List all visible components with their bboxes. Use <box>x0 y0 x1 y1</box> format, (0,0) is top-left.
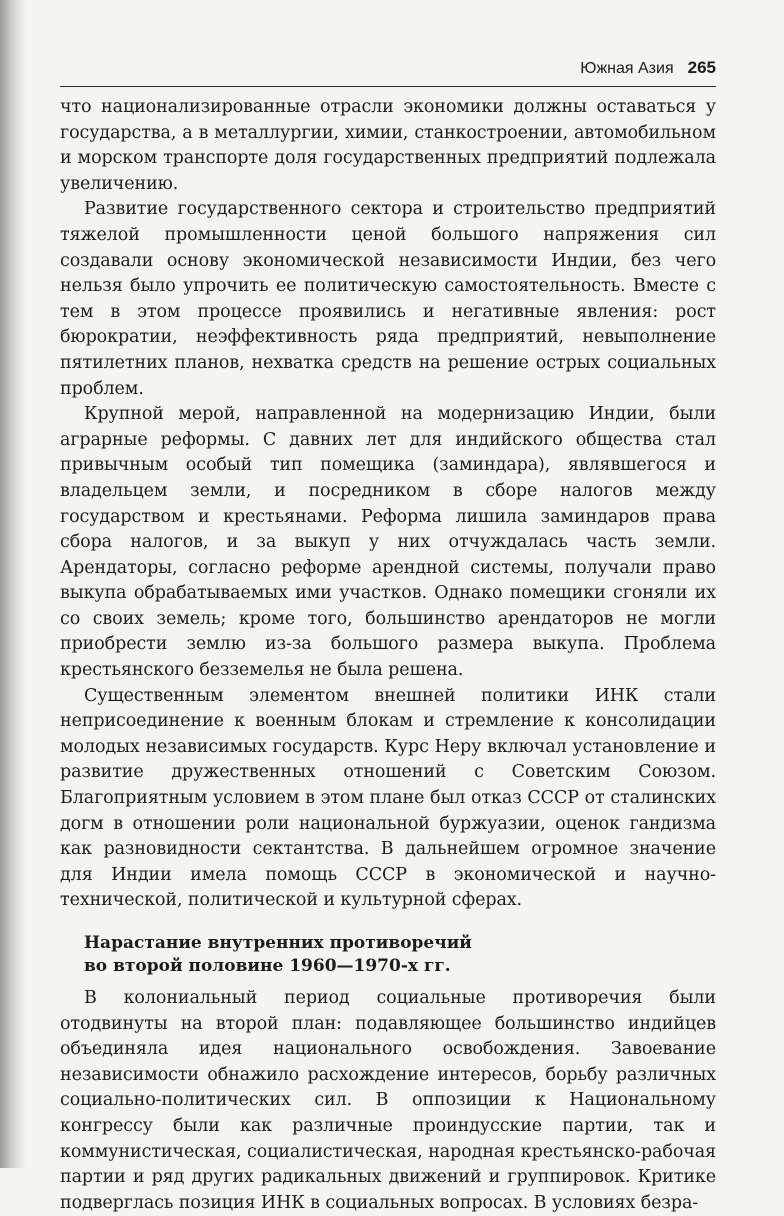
section-heading-line-1: Нарастание внутренних противоречий <box>84 933 472 953</box>
section-heading <box>60 932 716 978</box>
paragraph-internal-contradictions: В колониальный период социальные противоречия были отодвинуты на второй план: подавляющее большинство индийцев объединяла идея национального освобождения. Завоевание независимости обнажило расхождение интересов, борьбу различных социально-политических сил. В оппозиции к Национальному конгрессу были как различные проиндусские партии, так и коммунистическая, социалистическая, народная крестьянско-рабочая партии и ряд других радикальных движений и группировок. Критике подверглась позиция ИНК в социальных вопросах. В условиях безра- <box>60 988 716 1213</box>
paragraph-state-sector: Развитие государственного сектора и строительство предприятий тяжелой промышленности ценой большого напряжения сил создавали основу экономической независимости Индии, без чего нельзя было упрочить ее политическую самостоятельность. Вместе с тем в этом процессе проявились и негативные явления: рост бюрократии, неэффективность ряда предприятий, невыполнение пятилетних планов, нехватка средств на решение острых социальных проблем. <box>60 199 716 399</box>
page-gutter-shadow <box>0 0 26 1168</box>
paragraph-foreign-policy: Существенным элементом внешней политики ИНК стали неприсоединение к военным блокам и стремление к консолидации молодых независимых государств. Курс Неру включал установление и развитие дружественных отношений с Советским Союзом. Благоприятным условием в этом плане был отказ СССР от сталинских догм в отношении роли национальной буржуазии, оценок гандизма как разновидности сектантства. В дальнейшем огромное значение для Индии имела помощь СССР в экономической и научно-технической, политической и культурной сферах. <box>60 685 716 911</box>
paragraph-continuation: что национализированные отрасли экономики должны оставаться у государства, а в металлургии, химии, станкостроении, автомобильном и морском транспорте доля государственных предприятий подлежала увеличению. <box>60 97 716 194</box>
page-number: 265 <box>687 58 716 77</box>
section-heading-line-2: во второй половине 1960—1970-х гг. <box>84 956 451 976</box>
book-page <box>60 58 716 1216</box>
running-head-title: Южная Азия <box>580 60 674 77</box>
running-head <box>60 58 716 87</box>
paragraph-agrarian-reform: Крупной мерой, направленной на модернизацию Индии, были аграрные реформы. С давних лет для индийского общества стал привычным особый тип помещика (заминдара), являвшегося и владельцем земли, и посредником в сборе налогов между государством и крестьянами. Реформа лишила заминдаров права сбора налогов, и за выкуп у них отчуждалась часть земли. Арендаторы, согласно реформе арендной системы, получали право выкупа обрабатываемых ими участков. Однако помещики сгоняли их со своих земель; кроме того, большинство арендаторов не могли приобрести землю из-за большого размера выкупа. Проблема крестьянского безземелья не была решена. <box>60 404 716 681</box>
